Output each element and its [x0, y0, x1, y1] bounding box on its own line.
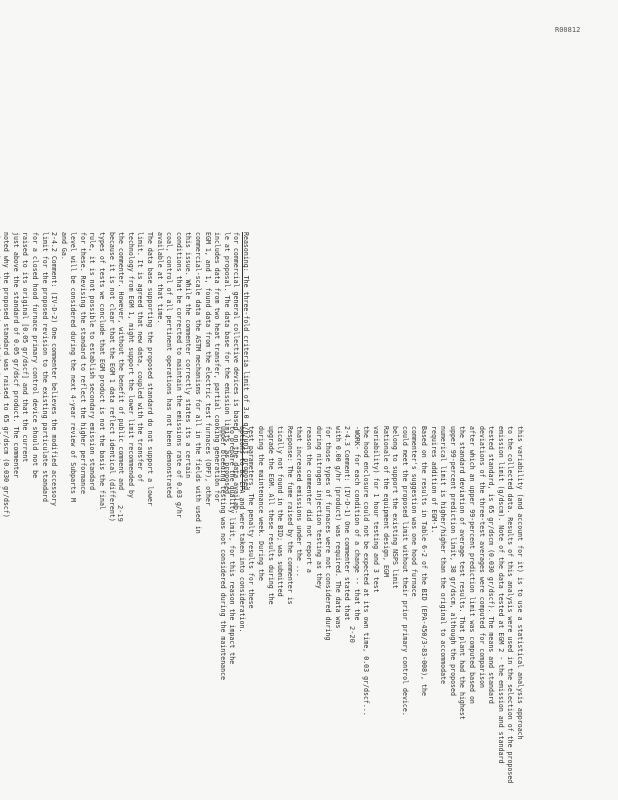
right-page-text-column [218, 426, 524, 784]
text-line: this issue. While the commenter correctly states its a certain [184, 232, 193, 479]
text-line: the standard deviation of average test results. That plant had the highest [458, 426, 467, 720]
page-number-right: 2-20 [348, 626, 356, 643]
text-line: technology from EGM 1, might support the lower limit recommended by [126, 232, 135, 498]
text-line: with 0.00 g/hr (product) was required. The data was [333, 426, 342, 629]
text-line: raised to its original [0.05 gr/dscf] and that the current [21, 232, 30, 463]
text-line: coal, control of all pertinent operations has not been demonstrated [165, 232, 174, 498]
text-line: belong to support the existing NSPS limit [391, 426, 400, 589]
text-line: numerical limit is higher/higher than the original to accommodate [439, 426, 448, 685]
text-line: types of tests we conclude that EGM product is not the basis the final [98, 232, 107, 510]
text-line: could meet the proposed limit without their prior primary control device. [400, 426, 409, 716]
text-line: available at that time. [155, 232, 164, 324]
text-line: conditions that be corrected to maintain the emissions rate of 0.03 g/hr [174, 232, 183, 518]
text-line: emission limit (g/dscm). Note of the data tested at EGM 2 - the emission and standard [496, 426, 505, 764]
text-line: Based on the results in Table 6-2 of the BID (EPA-450/3-83-008), the [420, 426, 429, 696]
text-line: options to be EPA and were taken into consideration. [237, 426, 246, 633]
text-line: noted why the proposed standard was raised to 65 gr/dscm (0.030 gr/dscf) [2, 232, 11, 518]
text-line: and Ga. [59, 232, 68, 260]
text-line: EGM 1, and 1, found data from the electric test furnaces (OPF), other [203, 232, 212, 506]
text-line: for those types of furnaces were not considered during [324, 426, 333, 641]
text-line: limit for the proposed revision to the existing particulate standard [40, 232, 49, 502]
text-line: the hood enclosure could not be expected at its own time, 0.03 gr/dscf... [362, 426, 371, 716]
left-page-text-column [2, 232, 250, 712]
page-number-left: 2-19 [116, 505, 124, 522]
text-line: test parameters. The penalty results for these [247, 426, 256, 609]
text-line: to prepare the quality limit, for this reason the impact the [228, 426, 237, 665]
text-line: requires addition of EGM-1. [429, 426, 438, 534]
text-line: this variability (and account for it) is to use a statistical analysis approach [516, 426, 524, 740]
text-line: includes data from two heat transfer, partial cooking generation for [213, 232, 222, 502]
text-line: Reasoning: The three-fold criteria limit of 3.0 g/h/unit proposed [242, 232, 250, 491]
text-line [0, 232, 1, 712]
text-line: le at proposal. The data base for the emission limits, as proposed, [222, 232, 231, 498]
text-line: tested standard, is 65 gr/dscm (0.030 gr/dscf). The means and standard [487, 426, 496, 704]
text-line: 2-4.2 Comment: (IV-D-2) One commenter believes the modified accessory [50, 232, 59, 506]
text-line: Rationale of the equipment design, EGM [381, 426, 390, 577]
text-line: deviations of the three-test averages were computed for comparison [477, 426, 486, 689]
text-line: variability) for 1 hour testing and 3 test [372, 426, 381, 593]
text-line: just above the standard of 0.05 gr/dscf product. The commenter [11, 232, 20, 479]
text-line: level will be considered during the next 4-year review of Subparts M [69, 232, 78, 502]
text-line: 2-4.3 Comment: (IV-D-1) One commenter stated that [343, 426, 352, 621]
text-line: upgrade the EGM. All these results during the [266, 426, 275, 605]
text-line: to the collected data. Results of this analysis were used in the selection of the proposed [506, 426, 515, 784]
text-line: rule, it is not possible to establish secondary emission standard [88, 232, 97, 491]
text-line: reason the commenter did not report a [304, 426, 313, 573]
text-line: Response: The fume raised by the commenter is [285, 426, 294, 605]
text-line: The data base supporting the proposed standard do not support a lower [146, 232, 155, 506]
text-line: the commenter. However, without the benefit of public comment and [117, 232, 126, 491]
text-line: because it is not clear that the EGM 1 data reflect identical (different) [107, 232, 116, 522]
text-line: for commercial general collective devices is based on the data availab- [232, 232, 241, 514]
text-line: during the maintenance week. During the [256, 426, 265, 581]
text-line: upper bleeding testing was not considered during the maintenance [218, 426, 227, 681]
text-line: for a closed hood furnace primary control device should not be [30, 232, 39, 479]
text-line: tically not found in the BID; was submitted [276, 426, 285, 597]
text-line: commenter's suggestion was one hood furnace [410, 426, 419, 597]
text-line: for these. Revising the standard to reflect the higher performance [78, 232, 87, 495]
text-line: commercial-scale data the ASTM mechanisms for all in the fields with used in [194, 232, 203, 534]
text-line: during nitrogen injection testing as they [314, 426, 323, 589]
text-line: that increased emissions under the ... [295, 426, 304, 577]
document-id: R00812 [555, 26, 581, 34]
text-line: after which an upper 99-percent prediction limit was computed based on [468, 426, 477, 704]
text-line: -WORK- for each condition of a change -- that the [352, 426, 361, 621]
text-line: upper 99-percent prediction limit, 38 gr/dscm, although the proposed [448, 426, 457, 696]
text-line: limit. It is agreed that new data, coupled with the transfer of [136, 232, 145, 483]
